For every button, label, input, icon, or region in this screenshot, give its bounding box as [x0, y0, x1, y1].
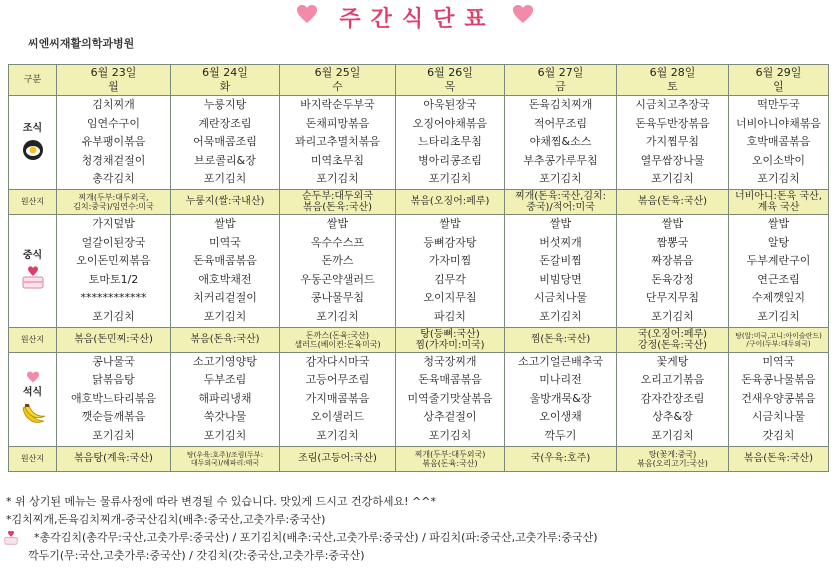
- menu-cell: 소고기얼큰배추국 미나리전 울방개묵&장 오이생채 깍두기: [505, 352, 617, 446]
- fried-egg-icon: [21, 138, 45, 162]
- origin-cell: 돈까스(돈육:국산) 샐러드(베이컨:돈육미국): [280, 327, 396, 352]
- menu-cell: 감자다시마국 고등어무조림 가지매콤볶음 오이샐러드 포기김치: [280, 352, 396, 446]
- lunch-menu-row: [9, 214, 829, 327]
- menu-cell: 김치찌개 임연수구이 유부팽이볶음 청경채겉절이 총각김치: [57, 96, 171, 190]
- origin-cell: 탕(등뼈:국산) 찜(가자미:미국): [396, 327, 505, 352]
- page-title: 주간식단표: [339, 7, 496, 32]
- menu-cell: 누룽지탕 계란장조림 어묵매콤조림 브로콜리&장 포기김치: [171, 96, 280, 190]
- origin-label: 원산지: [9, 327, 57, 352]
- menu-cell: 바지락순두부국 돈채피망볶음 꽈리고추멸치볶음 미역초무침 포기김치: [280, 96, 396, 190]
- header-row: [9, 65, 829, 96]
- menu-cell: 꽃게탕 오리고기볶음 감자간장조림 상추&장 포기김치: [617, 352, 729, 446]
- menu-cell: 쌀밥 버섯찌개 돈갈비찜 비빔당면 시금치나물 포기김치: [505, 214, 617, 327]
- day-header: 6월 25일 수: [280, 65, 396, 96]
- menu-cell: 가지덮밥 얼갈이된장국 오이돈민찌볶음 토마토1/2 ************ 포기김치: [57, 214, 171, 327]
- dinner-menu-row: [9, 352, 829, 446]
- day-header: 6월 29일 일: [729, 65, 829, 96]
- menu-cell: 콩나물국 닭볶음탕 애호박느타리볶음 깻순들깨볶음 포기김치: [57, 352, 171, 446]
- day-header: 6월 24일 화: [171, 65, 280, 96]
- origin-cell: 조림(고등어:국산): [280, 446, 396, 471]
- footer-note: * 위 상기된 메뉴는 물류사정에 따라 변경될 수 있습니다. 맛있게 드시고 건강하세요! ^^*: [6, 495, 436, 508]
- heart-icon: [26, 371, 40, 383]
- menu-cell: 시금치고추장국 돈육두반장볶음 가지찜무침 열무쌈장나물 포기김치: [617, 96, 729, 190]
- origin-cell: 볶음(돈육:국산): [729, 446, 829, 471]
- origin-cell: 국(오징어:페루) 강정(돈육:국산): [617, 327, 729, 352]
- origin-cell: 국(우육:호주): [505, 446, 617, 471]
- weekly-menu-table: [8, 64, 829, 472]
- breakfast-origin-row: [9, 189, 829, 214]
- menu-cell: 미역국 돈육콩나물볶음 건새우양콩볶음 시금치나물 갓김치: [729, 352, 829, 446]
- origin-cell: 볶음탕(계육:국산): [57, 446, 171, 471]
- menu-cell: 떡만두국 너비아니야채볶음 호박매콤볶음 오이소박이 포기김치: [729, 96, 829, 190]
- menu-cell: 청국장찌개 돈육매콤볶음 미역줄기맛살볶음 상추겉절이 포기김치: [396, 352, 505, 446]
- dinner-origin-row: [9, 446, 829, 471]
- hospital-name: 씨엔씨재활의학과병원: [28, 37, 135, 50]
- origin-cell: 순두부:대두외국 볶음(돈육:국산): [280, 189, 396, 214]
- origin-cell: 탕(우육:호주)/조림(두부: 대두외국)/해파리:태국: [171, 446, 280, 471]
- heart-icon: [296, 4, 318, 24]
- strawberry-cake-icon: [19, 265, 47, 291]
- origin-cell: 찌개(돈육:국산,김치: 중국)/적어:미국: [505, 189, 617, 214]
- footer-note: 깍두기(무:국산,고춧가루:중국산) / 갓김치(갓:중국산,고춧가루:중국산): [28, 549, 365, 562]
- day-header: 6월 28일 토: [617, 65, 729, 96]
- lunch-label: 중식: [9, 214, 57, 327]
- menu-cell: 쌀밥 알탕 두부계란구이 연근조림 수제깻잎지 포기김치: [729, 214, 829, 327]
- origin-cell: 너비아니:돈육 국산, 계육 국산: [729, 189, 829, 214]
- menu-cell: 쌀밥 미역국 돈육매콤볶음 애호박채전 치커리겉절이 포기김치: [171, 214, 280, 327]
- origin-label: 원산지: [9, 189, 57, 214]
- menu-cell: 소고기영양탕 두부조림 해파리냉채 쑥갓나물 포기김치: [171, 352, 280, 446]
- origin-label: 원산지: [9, 446, 57, 471]
- dinner-label: 석식: [9, 352, 57, 446]
- lunch-origin-row: [9, 327, 829, 352]
- menu-cell: 쌀밥 짬뽕국 짜장볶음 돈육강정 단무지무침 포기김치: [617, 214, 729, 327]
- menu-cell: 돈육김치찌개 적어무조림 야채찜&소스 부추콩가루무침 포기김치: [505, 96, 617, 190]
- day-header: 6월 26일 목: [396, 65, 505, 96]
- origin-cell: 찌개(두부:대두외국) 볶음(돈육:국산): [396, 446, 505, 471]
- origin-cell: 볶음(오징어:페루): [396, 189, 505, 214]
- breakfast-label: 조식: [9, 96, 57, 190]
- strawberry-cake-icon: [2, 530, 20, 546]
- origin-cell: 탕(알:미국,고니:아이슬란드) /구이(두부:대두외국): [729, 327, 829, 352]
- footer-notes: [6, 493, 598, 565]
- day-header: 6월 23일 월: [57, 65, 171, 96]
- day-header: 6월 27일 금: [505, 65, 617, 96]
- origin-cell: 볶음(돈육:국산): [617, 189, 729, 214]
- origin-cell: 찜(돈육:국산): [505, 327, 617, 352]
- menu-cell: 쌀밥 옥수수스프 돈까스 우동곤약샐러드 콩나물무침 포기김치: [280, 214, 396, 327]
- origin-cell: 볶음(돈민찌:국산): [57, 327, 171, 352]
- menu-cell: 쌀밥 등뼈감자탕 가자미찜 김무각 오이지무침 파김치: [396, 214, 505, 327]
- origin-cell: 찌개(두부:대두외국, 김치:중국)/임연수:미국: [57, 189, 171, 214]
- gubun-header: 구분: [9, 65, 57, 96]
- origin-cell: 탕(꽃게:중국) 볶음(오리고기:국산): [617, 446, 729, 471]
- banana-icon: [19, 402, 47, 428]
- origin-cell: 볶음(돈육:국산): [171, 327, 280, 352]
- title-bar: [0, 0, 835, 34]
- breakfast-menu-row: [9, 96, 829, 190]
- menu-cell: 아욱된장국 오징어야채볶음 느타리초무침 병아리콩조림 포기김치: [396, 96, 505, 190]
- heart-icon: [512, 4, 534, 24]
- footer-note: *김치찌개,돈육김치찌개-중국산김치(배추:중국산,고춧가루:중국산): [6, 513, 326, 526]
- origin-cell: 누룽지(쌀:국내산): [171, 189, 280, 214]
- footer-note: *총각김치(총각무:국산,고춧가루:중국산) / 포기김치(배추:국산,고춧가루:중국산) / 파김치(파:중국산,고춧가루:중국산): [6, 529, 598, 547]
